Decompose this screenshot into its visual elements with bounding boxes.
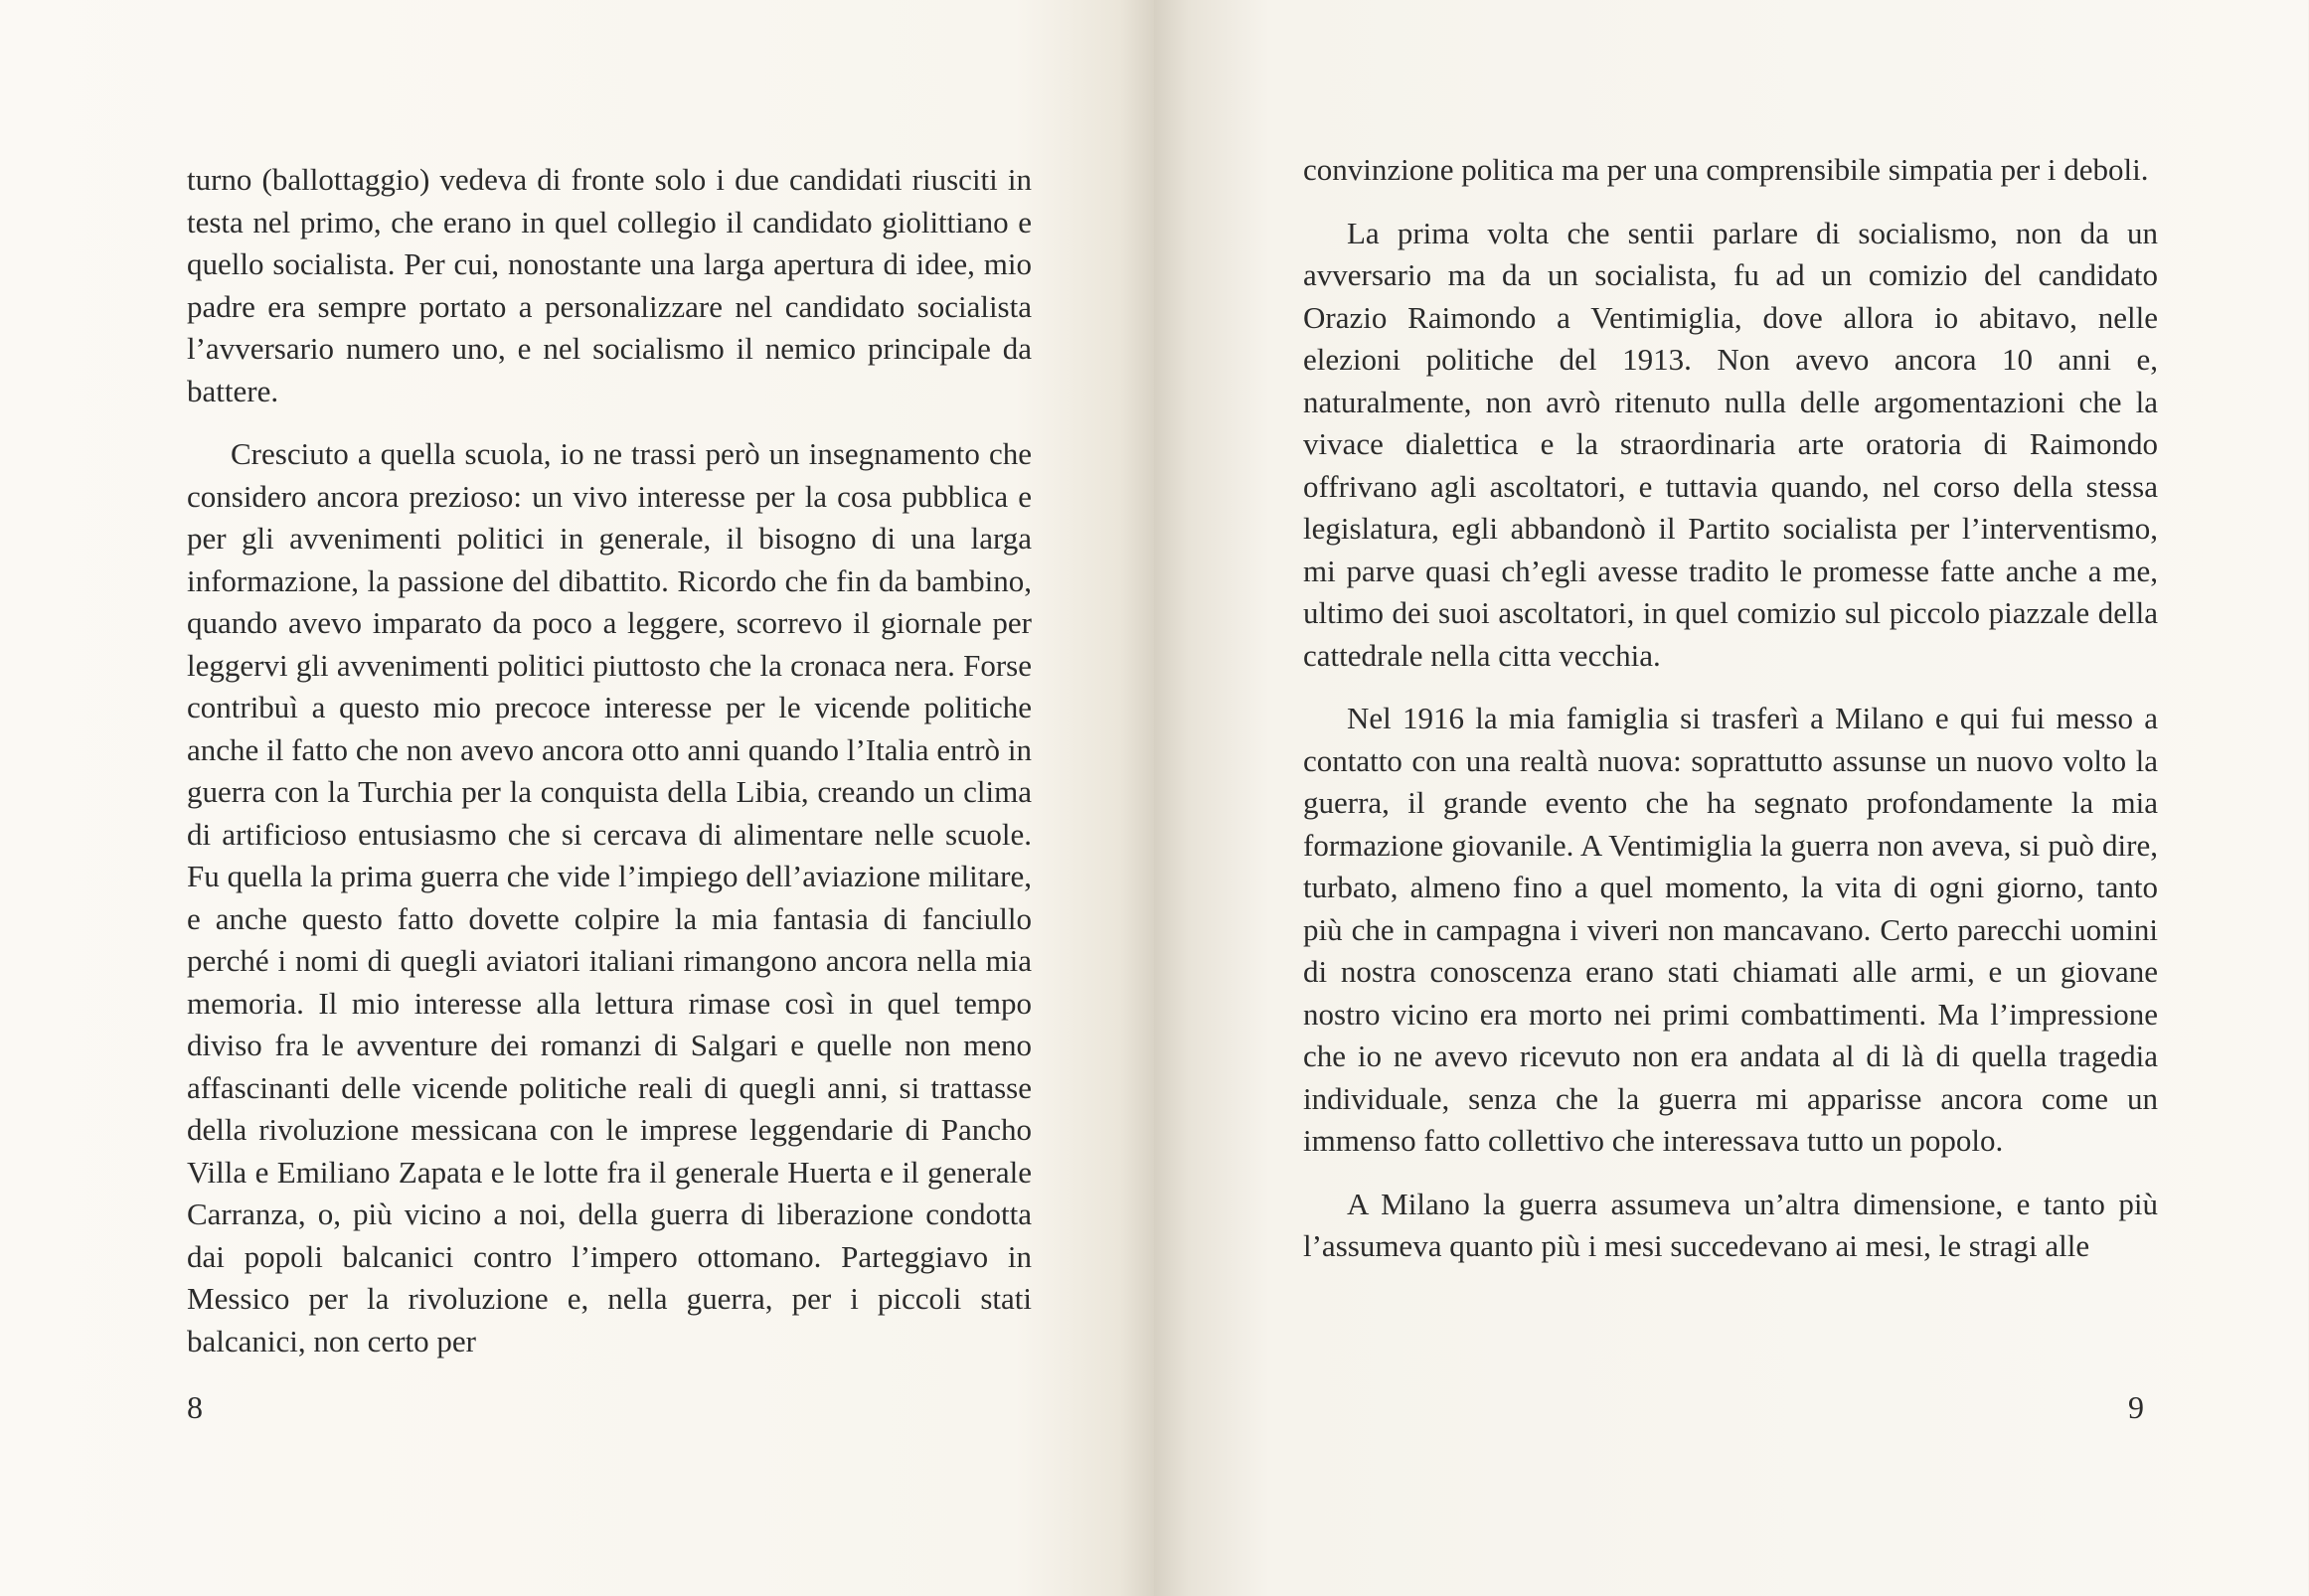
left-page [0,0,1154,1596]
left-page-text [187,159,1032,1383]
right-page-text [1303,149,2158,1289]
paragraph: Nel 1916 la mia famiglia si trasferì a Milano e qui fui messo a contatto con una realtà nuova: soprattutto assunse un nuovo volto la guerra, il grande evento che ha segnato profondamente la mia formazione giovanile. A Ventimiglia la guerra non aveva, si può dire, turbato, almeno fino a quel momento, la vita di ogni giorno, tanto più che in campagna i viveri non mancavano. Certo parecchi uomini di nostra conoscenza erano stati chiamati alle armi, e un giovane nostro vicino era morto nei primi combattimenti. Ma l’impressione che io ne avevo ricevuto non era andata al di là di quella tragedia individuale, senza che la guerra mi apparisse ancora come un immenso fatto collettivo che interessava tutto un popolo. [1303,701,2158,1158]
paragraph: Cresciuto a quella scuola, io ne trassi però un insegnamento che considero ancora prezioso: un vivo interesse per la cosa pubblica e per gli avvenimenti politici in generale, il bisogno di una larga informazione, la passione del dibattito. Ricordo che fin da bambino, quando avevo imparato da poco a leggere, scorrevo il giornale per leggervi gli avvenimenti politici piuttosto che la cronaca nera. Forse contribuì a questo mio precoce interesse per le vicende politiche anche il fatto che non avevo ancora otto anni quando l’Italia entrò in guerra con la Turchia per la conquista della Libia, creando un clima di artificioso entusiasmo che si cercava di alimentare nelle scuole. Fu quella la prima guerra che vide l’impiego dell’aviazione militare, e anche questo fatto dovette colpire la mia fantasia di fanciullo perché i nomi di quegli aviatori italiani rimangono ancora nella mia memoria. Il mio interesse alla lettura rimase così in quel tempo diviso fra le avventure dei romanzi di Salgari e quelle non meno affascinanti delle vicende politiche reali di quegli anni, si trattasse della rivoluzione messicana con le imprese leggendarie di Pancho Villa e Emiliano Zapata e le lotte fra il generale Huerta e il generale Carranza, o, più vicino a noi, della guerra di liberazione condotta dai popoli balcanici contro l’impero ottomano. Parteggiavo in Messico per la rivoluzione e, nella guerra, per i piccoli stati balcanici, non certo per [187,436,1032,1358]
paragraph: A Milano la guerra assumeva un’altra dimensione, e tanto più l’assumeva quanto più i mesi succedevano ai mesi, le stragi alle [1303,1186,2158,1263]
paragraph: convinzione politica ma per una comprensibile simpatia per i deboli. [1303,152,2149,187]
right-page [1154,0,2308,1596]
paragraph: La prima volta che sentii parlare di socialismo, non da un avversario ma da un socialista, fu ad un comizio del candidato Orazio Raimondo a Ventimiglia, dove allora io abitavo, nelle elezioni politiche del 1913. Non avevo ancora 10 anni e, naturalmente, non avrò ritenuto nulla delle argomentazioni che la vivace dialettica e la straordinaria arte oratoria di Raimondo offrivano agli ascoltatori, e tuttavia quando, nel corso della stessa legislatura, egli abbandonò il Partito socialista per l’interventismo, mi parve quasi ch’egli avesse tradito le promesse fatte anche a me, ultimo dei suoi ascoltatori, in quel comizio sul piccolo piazzale della cattedrale nella citta vecchia. [1303,215,2158,673]
page-number: 8 [187,1389,203,1425]
page-number: 9 [2128,1389,2144,1425]
paragraph: turno (ballottaggio) vedeva di fronte solo i due candidati riusciti in testa nel primo, che erano in quel collegio il candidato giolittiano e quello socialista. Per cui, nonostante una larga apertura di idee, mio padre era sempre portato a personalizzare nel candidato socialista l’avversario numero uno, e nel socialismo il nemico principale da battere. [187,162,1032,408]
